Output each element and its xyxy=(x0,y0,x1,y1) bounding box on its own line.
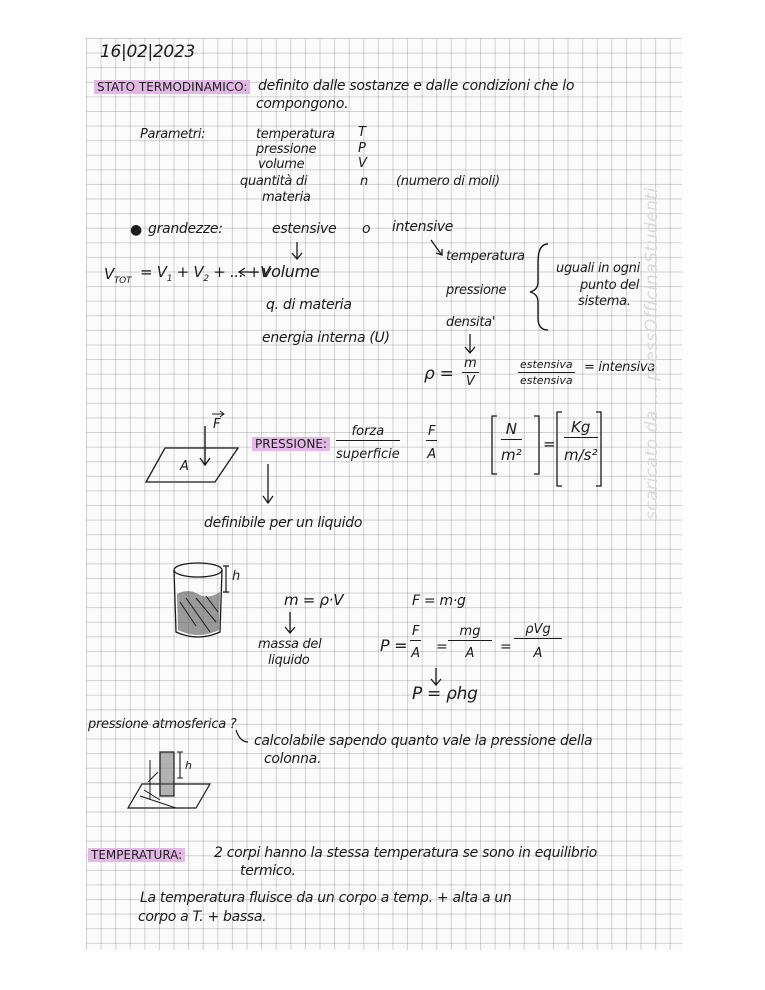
f-over-a: $\frac{F}{A}$ xyxy=(427,424,437,462)
param-materia: materia xyxy=(262,190,311,205)
forza-superficie-fraction: forza superficie xyxy=(336,424,400,462)
param-quantita: quantità di xyxy=(240,174,308,189)
unit-n-m2: $\frac{N}{\text{m²}}$ xyxy=(501,420,522,464)
param-temperatura: temperatura xyxy=(256,127,335,142)
bullet-icon: ● xyxy=(130,222,142,238)
intensive-pressione: pressione xyxy=(446,283,507,298)
param-volume: volume xyxy=(258,157,305,172)
heading-pressione: PRESSIONE: xyxy=(252,437,330,451)
param-quantita-symbol: n xyxy=(360,174,368,189)
param-quantita-note: (numero di moli) xyxy=(396,174,500,189)
watermark: scaricato da ... pressOfficinaStudenti xyxy=(642,187,662,520)
intensive-temperatura: temperatura xyxy=(446,249,525,264)
param-pressione: pressione xyxy=(256,142,317,157)
grandezze-label: grandezze: xyxy=(148,221,223,237)
grandezze-energia: energia interna (U) xyxy=(262,330,390,346)
column-h-label: h xyxy=(185,759,192,772)
vtot-symbol: $V_{TOT}$ xyxy=(104,265,132,286)
vtot-sum: = $V_1 + V_2$ + ... +V xyxy=(140,263,271,284)
p-equals: P = xyxy=(380,636,408,655)
parametri-label: Parametri: xyxy=(140,127,206,142)
grandezze-estensive: estensive xyxy=(272,221,337,237)
temperatura-text-2: termico. xyxy=(240,863,296,879)
param-volume-symbol: V xyxy=(358,156,367,171)
uguali-line-1: uguali in ogni xyxy=(556,261,640,276)
area-label: A xyxy=(180,459,189,474)
uguali-line-2: punto del xyxy=(580,278,640,293)
param-pressione-symbol: P xyxy=(358,141,366,156)
stato-text-2: compongono. xyxy=(256,96,349,112)
estensiva-fraction: estensiva estensiva xyxy=(520,358,573,387)
force-equation: F = m·g xyxy=(412,593,466,609)
intensive-densita: densita' xyxy=(446,315,496,330)
stato-text-1: definito dalle sostanze e dalle condizioni che lo xyxy=(258,78,575,94)
mass-equation: m = ρ·V xyxy=(284,591,344,609)
atmosferica-label: pressione atmosferica ? xyxy=(88,717,237,732)
grandezze-q-materia: q. di materia xyxy=(266,297,352,313)
atmosferica-text-2: colonna. xyxy=(264,751,322,767)
equals-sign-2: = xyxy=(500,639,512,655)
equals-sign-1: = xyxy=(436,639,448,655)
unit-kg-ms2: $\frac{Kg}{\text{m/s²}}$ xyxy=(564,418,598,464)
massa-line-1: massa del xyxy=(258,637,322,652)
rho-eq: ρ = xyxy=(424,364,454,384)
heading-stato: STATO TERMODINAMICO: xyxy=(94,80,250,94)
beaker-h-label: h xyxy=(232,569,240,584)
p-fraction-3: ρVg A xyxy=(514,622,562,661)
atmosferica-text-1: calcolabile sapendo quanto vale la pressione della xyxy=(254,733,593,749)
force-label: F xyxy=(213,417,221,432)
grandezze-volume: volume xyxy=(262,262,320,281)
grid-paper xyxy=(86,38,682,950)
unit-equals: = xyxy=(543,435,556,453)
temperatura-text-3: La temperatura fluisce da un corpo a temp. + alta a un xyxy=(140,890,512,906)
temperatura-text-4: corpo a T. + bassa. xyxy=(138,909,267,925)
rho-fraction: $\frac{m}{V}$ xyxy=(464,356,477,389)
date: 16|02|2023 xyxy=(100,42,195,62)
pressure-result: P = ρhg xyxy=(412,684,478,704)
temperatura-text-1: 2 corpi hanno la stessa temperatura se sono in equilibrio xyxy=(214,845,597,861)
heading-temperatura: TEMPERATURA: xyxy=(88,848,185,862)
eq-intensiva: = intensiva xyxy=(584,360,655,375)
massa-line-2: liquido xyxy=(268,653,310,668)
definibile-text: definibile per un liquido xyxy=(204,515,363,531)
param-temperatura-symbol: T xyxy=(358,125,366,140)
grandezze-o: o xyxy=(362,221,371,237)
p-fraction-1: $\frac{F}{A}$ xyxy=(411,624,421,661)
p-fraction-2: $\frac{mg}{A}$ xyxy=(448,624,492,661)
uguali-line-3: sistema. xyxy=(578,294,631,309)
grandezze-intensive: intensive xyxy=(392,219,454,235)
